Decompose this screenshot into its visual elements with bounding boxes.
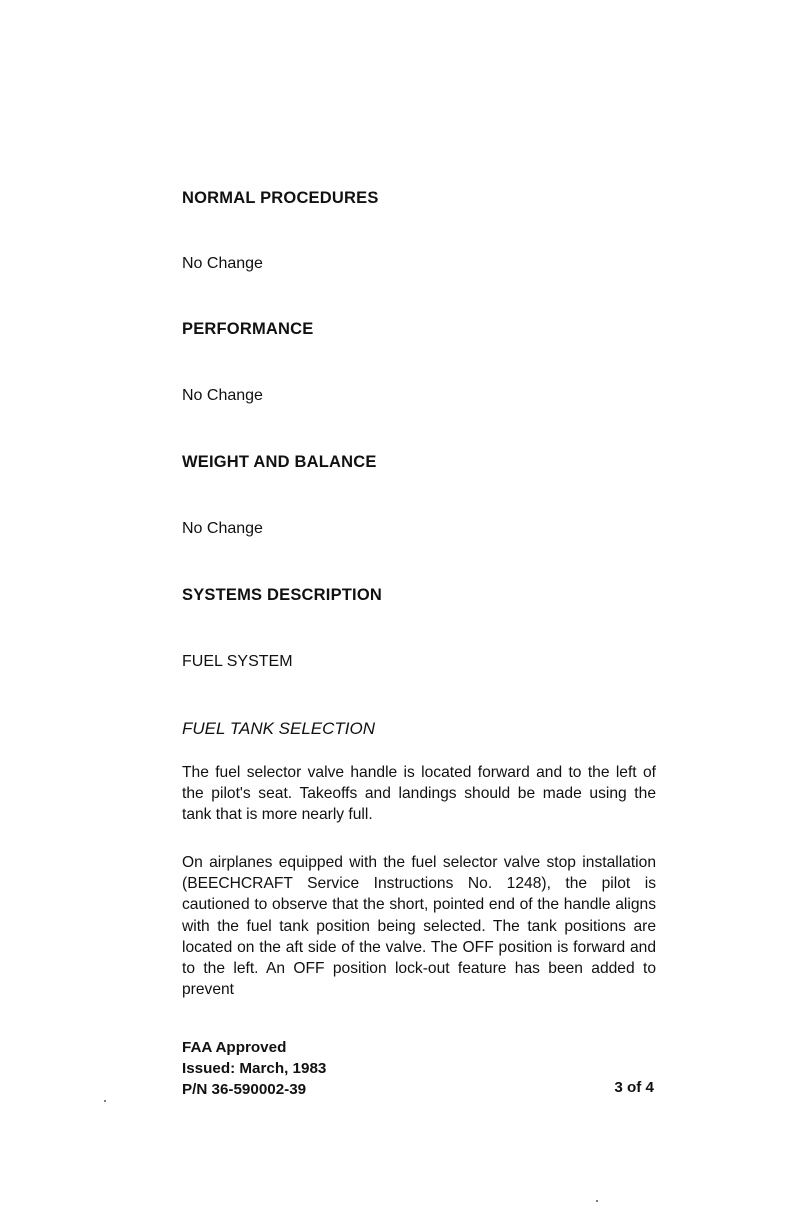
paragraph-fuel-selector-stop: On airplanes equipped with the fuel selector valve stop installation (BEECHCRAFT Service Instructions No. 1248), the pilot is cautioned to observe that the short, pointed end of the handle aligns with the fuel tank position being selected. The tank positions are located on the aft side of the valve. The OFF position is forward and to the left. An OFF position lock-out feature has been added to prevent xyxy=(182,854,656,999)
scan-speck xyxy=(104,1100,106,1102)
page-number: 3 of 4 xyxy=(614,1079,654,1096)
section-heading-performance: PERFORMANCE xyxy=(182,320,314,338)
section-text-performance: No Change xyxy=(182,387,263,404)
section-text-normal-procedures: No Change xyxy=(182,255,263,272)
section-heading-weight-and-balance: WEIGHT AND BALANCE xyxy=(182,453,377,471)
section-text-weight-and-balance: No Change xyxy=(182,520,263,537)
scan-speck xyxy=(596,1200,598,1202)
footer-issued: Issued: March, 1983 xyxy=(182,1060,327,1077)
section-heading-systems-description: SYSTEMS DESCRIPTION xyxy=(182,586,382,604)
subsection-fuel-system: FUEL SYSTEM xyxy=(182,653,293,670)
footer-approval: FAA Approved xyxy=(182,1039,287,1056)
footer-part-number: P/N 36-590002-39 xyxy=(182,1081,307,1098)
subsubsection-fuel-tank-selection: FUEL TANK SELECTION xyxy=(182,719,376,738)
section-heading-normal-procedures: NORMAL PROCEDURES xyxy=(182,189,379,207)
paragraph-fuel-selector-location: The fuel selector valve handle is located forward and to the left of the pilot's seat. Takeoffs and landings should be made using the tank that is more nearly full. xyxy=(182,764,656,824)
